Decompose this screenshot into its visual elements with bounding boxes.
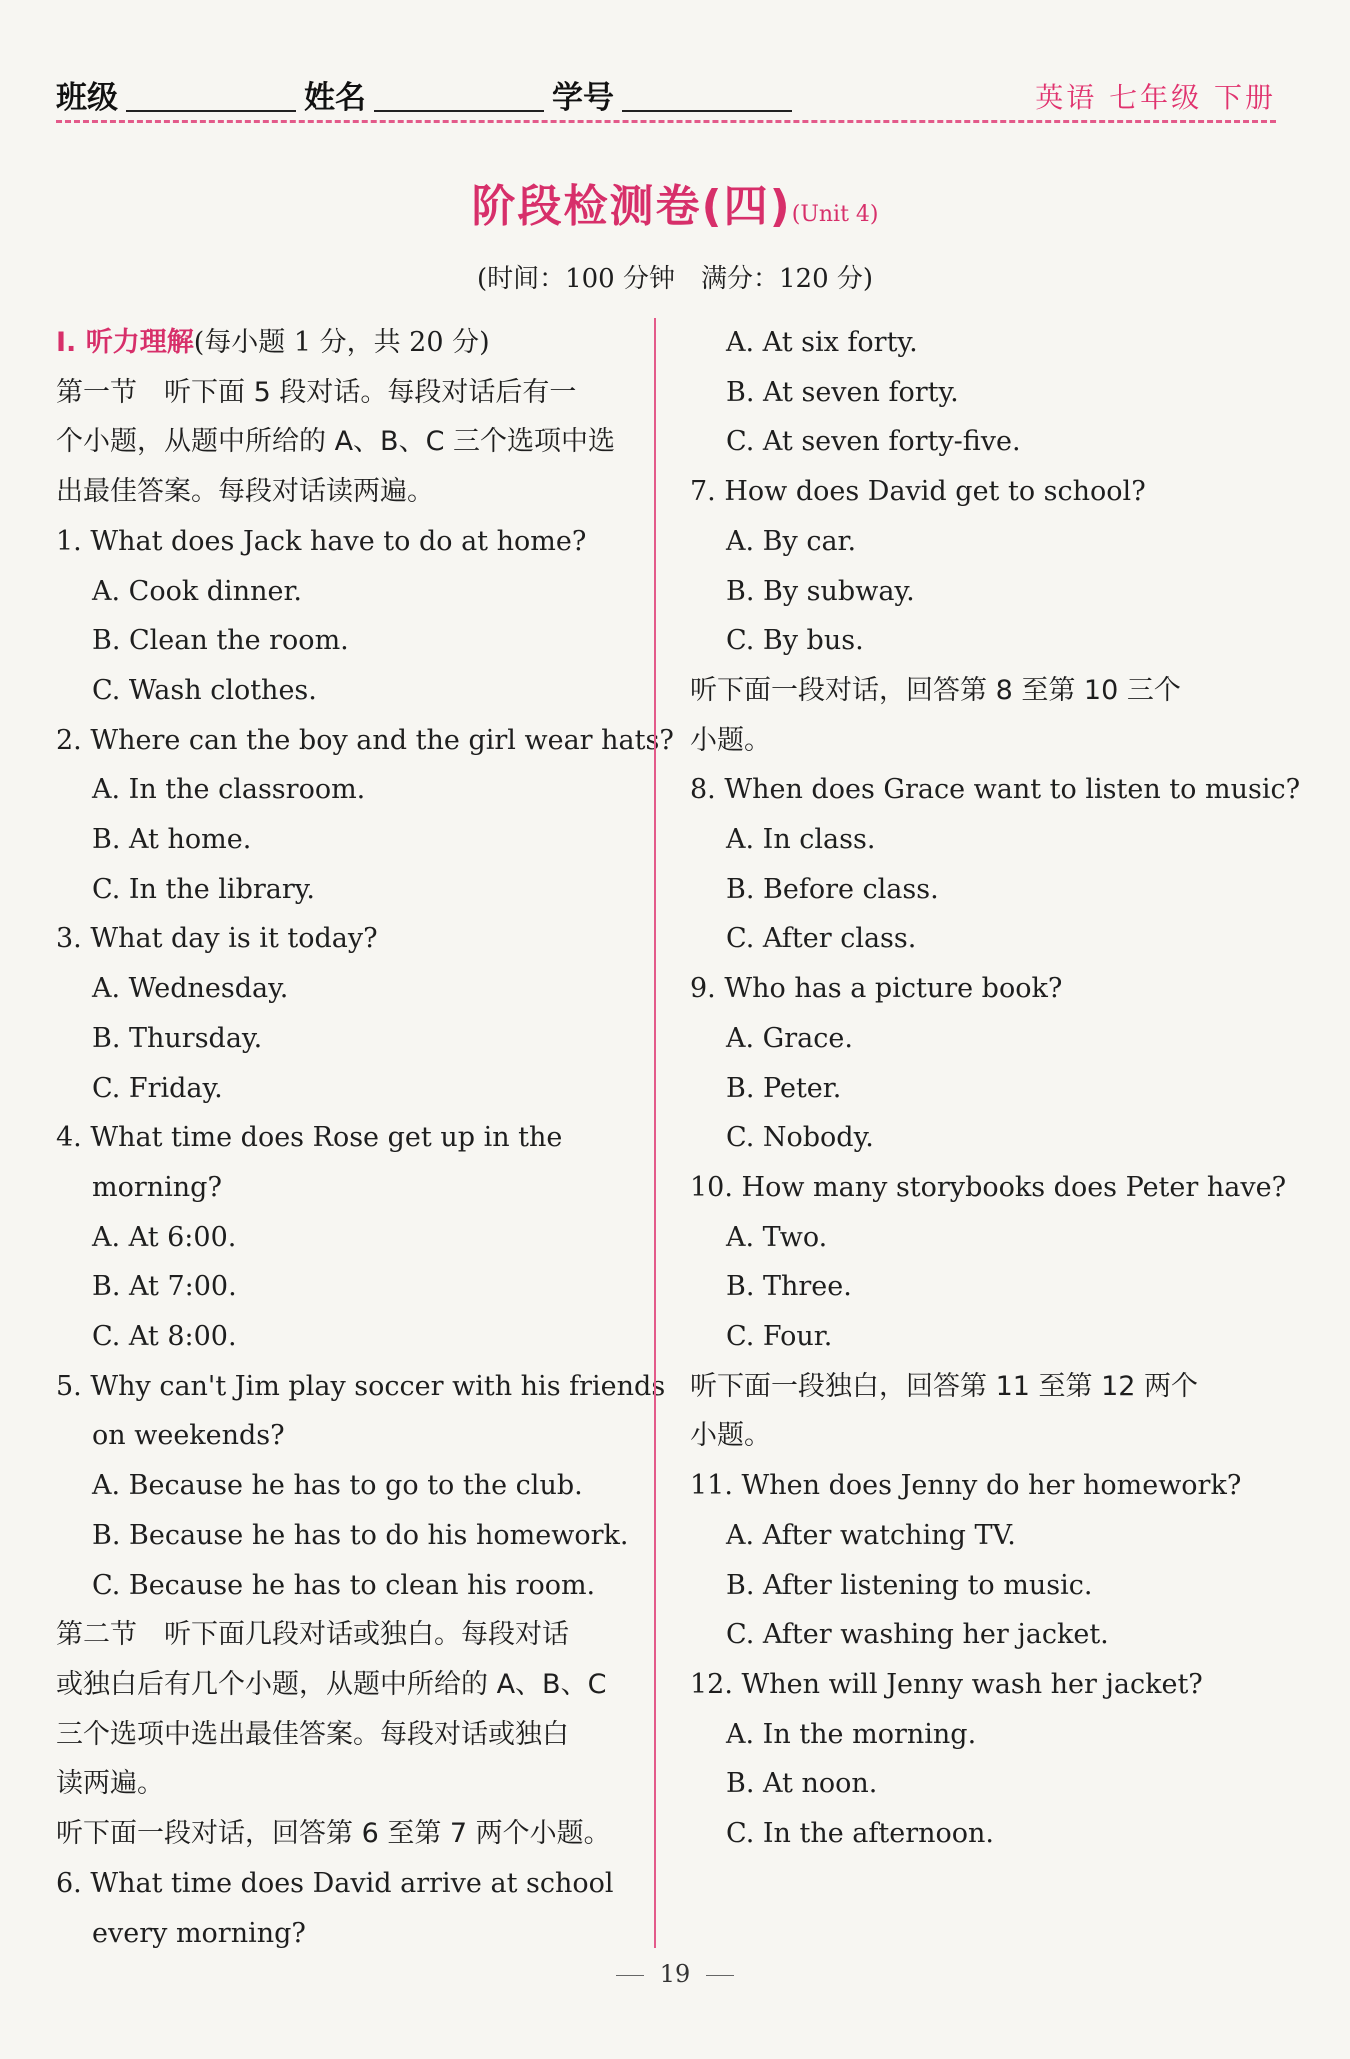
instruction-line: 听下面一段对话，回答第 8 至第 10 三个: [690, 674, 1181, 706]
answer-option: C. Friday.: [92, 1072, 223, 1104]
answer-option: C. Because he has to clean his room.: [92, 1569, 596, 1601]
instruction-line: 小题。: [690, 724, 771, 756]
answer-option: A. Grace.: [726, 1022, 853, 1054]
answer-option: B. At seven forty.: [726, 376, 959, 408]
question-stem: 3. What day is it today?: [56, 923, 378, 955]
answer-option: B. At home.: [92, 824, 252, 856]
answer-option: A. At 6:00.: [92, 1221, 237, 1253]
answer-option: C. Wash clothes.: [92, 674, 317, 706]
answer-option: A. By car.: [726, 525, 857, 557]
exam-time-score: (时间：100 分钟 满分：120 分): [476, 264, 874, 294]
answer-option: B. Because he has to do his homework.: [92, 1519, 629, 1551]
column-divider: [654, 318, 656, 1948]
instruction-line: 或独白后有几个小题，从题中所给的 A、B、C: [56, 1668, 607, 1700]
title-unit: (Unit 4): [791, 202, 879, 227]
footer-dash-left: [616, 1975, 644, 1976]
answer-option: B. At 7:00.: [92, 1271, 237, 1303]
book-info: 英语 七年级 下册: [1035, 81, 1276, 114]
question-stem-continued: on weekends?: [92, 1420, 285, 1452]
question-stem: 2. Where can the boy and the girl wear hats?: [56, 724, 674, 756]
id-blank: [622, 110, 792, 112]
instruction-line: 第二节 听下面几段对话或独白。每段对话: [56, 1619, 569, 1651]
exam-title: [0, 170, 1350, 234]
question-stem: 1. What does Jack have to do at home?: [56, 525, 587, 557]
page-number: 19: [659, 1960, 691, 1988]
question-stem-continued: every morning?: [92, 1917, 306, 1949]
question-stem: 6. What time does David arrive at school: [56, 1867, 614, 1899]
question-stem-continued: morning?: [92, 1171, 222, 1203]
question-stem: 7. How does David get to school?: [690, 476, 1146, 508]
instruction-line: 听下面一段对话，回答第 6 至第 7 两个小题。: [56, 1818, 611, 1850]
answer-option: B. At noon.: [726, 1768, 878, 1800]
instruction-line: 出最佳答案。每段对话读两遍。: [56, 476, 434, 508]
answer-option: A. In the morning.: [726, 1718, 977, 1750]
section-heading: [56, 318, 636, 368]
instruction-line: 小题。: [690, 1420, 771, 1452]
answer-option: C. In the library.: [92, 873, 316, 905]
answer-option: A. Wednesday.: [92, 973, 289, 1005]
answer-option: A. At six forty.: [726, 327, 918, 358]
answer-option: A. Cook dinner.: [92, 575, 302, 607]
footer-dash-right: [706, 1975, 734, 1976]
answer-option: A. In class.: [726, 824, 876, 856]
class-label: 班级: [56, 80, 118, 116]
answer-option: C. Four.: [726, 1321, 833, 1353]
instruction-line: 第一节 听下面 5 段对话。每段对话后有一: [56, 376, 577, 408]
section-title: Ⅰ. 听力理解: [56, 327, 194, 358]
answer-option: B. Peter.: [726, 1072, 842, 1104]
page-footer: [0, 1960, 1350, 1988]
name-blank: [374, 110, 544, 112]
answer-option: B. By subway.: [726, 575, 915, 607]
answer-option: C. Nobody.: [726, 1122, 874, 1154]
instruction-line: 听下面一段独白，回答第 11 至第 12 两个: [690, 1370, 1199, 1402]
answer-option: A. Because he has to go to the club.: [92, 1470, 583, 1502]
title-main: 阶段检测卷(四): [471, 181, 792, 232]
instruction-line: 读两遍。: [56, 1768, 164, 1800]
class-blank: [126, 110, 296, 112]
question-stem: 12. When will Jenny wash her jacket?: [690, 1668, 1203, 1700]
answer-option: B. Clean the room.: [92, 625, 349, 657]
answer-option: C. At seven forty-five.: [726, 426, 1021, 458]
answer-option: C. In the afternoon.: [726, 1818, 994, 1850]
question-stem: 8. When does Grace want to listen to music?: [690, 774, 1301, 806]
left-column: [56, 318, 674, 1958]
answer-option: C. After washing her jacket.: [726, 1619, 1109, 1651]
question-stem: 10. How many storybooks does Peter have?: [690, 1171, 1287, 1203]
answer-option: C. By bus.: [726, 625, 864, 657]
answer-option: B. Three.: [726, 1271, 852, 1303]
instruction-line: 三个选项中选出最佳答案。每段对话或独白: [56, 1718, 569, 1750]
answer-option: B. Before class.: [726, 873, 939, 905]
answer-option: B. After listening to music.: [726, 1569, 1093, 1601]
answer-option: A. After watching TV.: [726, 1519, 1016, 1551]
answer-option: A. In the classroom.: [92, 774, 366, 806]
right-column: [690, 318, 1301, 1859]
answer-option: C. After class.: [726, 923, 917, 955]
header: [56, 66, 1276, 123]
name-label: 姓名: [304, 80, 366, 116]
id-label: 学号: [552, 80, 614, 116]
question-stem: 4. What time does Rose get up in the: [56, 1122, 563, 1154]
answer-option: C. At 8:00.: [92, 1321, 237, 1353]
question-stem: 9. Who has a picture book?: [690, 973, 1063, 1005]
question-stem: 5. Why can't Jim play soccer with his friends: [56, 1370, 666, 1402]
instruction-line: 个小题，从题中所给的 A、B、C 三个选项中选: [56, 426, 616, 458]
section-score-note: (每小题 1 分，共 20 分): [193, 327, 490, 358]
answer-option: B. Thursday.: [92, 1022, 263, 1054]
answer-option: A. Two.: [726, 1221, 828, 1253]
question-stem: 11. When does Jenny do her homework?: [690, 1470, 1242, 1502]
